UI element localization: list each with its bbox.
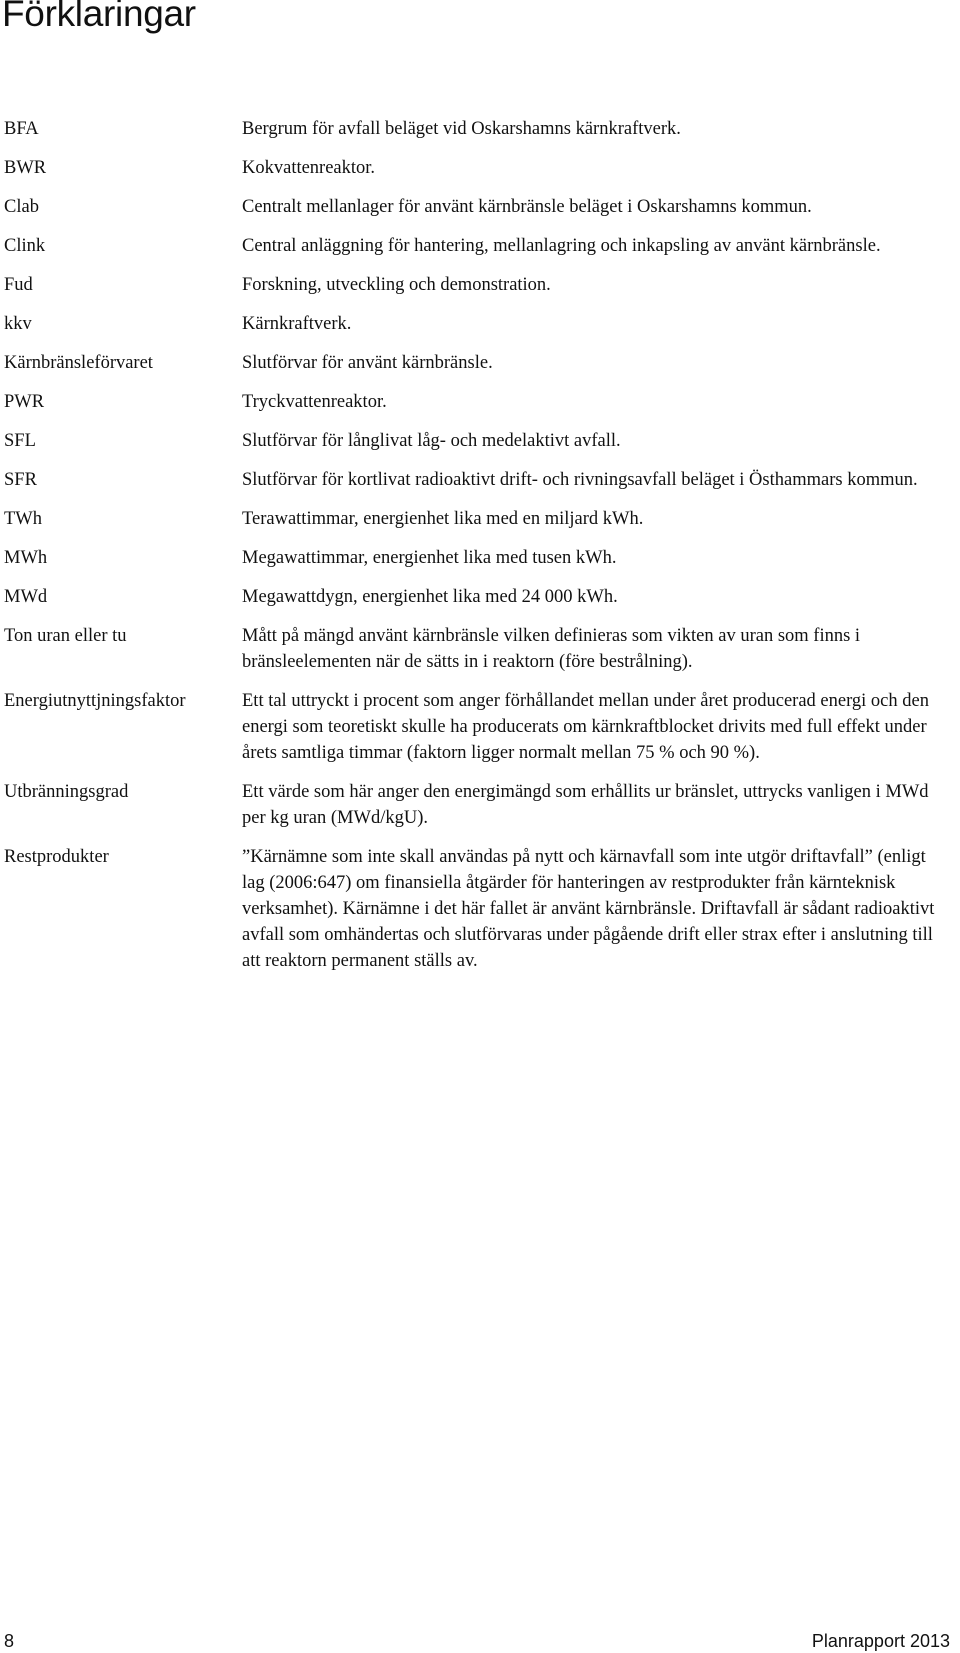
glossary-definition: Megawattdygn, energienhet lika med 24 000 kWh. [242, 587, 618, 607]
glossary-term: PWR [4, 392, 45, 412]
glossary-entry [4, 428, 944, 454]
glossary-definition: Ett tal uttryckt i procent som anger förhållandet mellan under året producerad energi och den energi som teoretiskt skulle ha producerats om kärnkraftblocket drivits med full effekt under årets samtliga timmar (faktorn ligger normalt mellan 75 % och 90 %). [242, 691, 929, 763]
glossary-entry [4, 779, 944, 831]
page-footer [4, 1630, 950, 1652]
glossary-term: MWh [4, 548, 48, 568]
glossary-definition: Bergrum för avfall beläget vid Oskarshamns kärnkraftverk. [242, 119, 681, 139]
glossary-term: MWd [4, 587, 48, 607]
glossary-term: Utbränningsgrad [4, 782, 129, 802]
glossary-definition: Tryckvattenreaktor. [242, 392, 387, 412]
glossary-term: Restprodukter [4, 847, 109, 867]
glossary-definition: Slutförvar för långlivat låg- och medelaktivt avfall. [242, 431, 621, 451]
glossary-entry [4, 688, 944, 766]
glossary-entry [4, 844, 944, 974]
glossary-entry [4, 272, 944, 298]
glossary-definition: Centralt mellanlager för använt kärnbränsle beläget i Oskarshamns kommun. [242, 197, 812, 217]
glossary-entry [4, 350, 944, 376]
glossary-definition: Ett värde som här anger den energimängd som erhållits ur bränslet, uttrycks vanligen i MWd per kg uran (MWd/kgU). [242, 782, 929, 828]
glossary-entry [4, 233, 944, 259]
glossary-entry [4, 389, 944, 415]
glossary-list [4, 116, 944, 987]
report-name: Planrapport 2013 [811, 1631, 950, 1651]
glossary-term: Kärnbränsleförvaret [4, 353, 153, 373]
glossary-definition: Forskning, utveckling och demonstration. [242, 275, 551, 295]
glossary-entry [4, 311, 944, 337]
glossary-definition: Mått på mängd använt kärnbränsle vilken definieras som vikten av uran som finns i bränsleelementen när de sätts in i reaktorn (före bestrålning). [242, 626, 861, 672]
glossary-definition: Slutförvar för kortlivat radioaktivt drift- och rivningsavfall beläget i Östhammars kommun. [242, 470, 918, 490]
glossary-term: Energiutnyttjningsfaktor [4, 691, 186, 711]
glossary-entry [4, 116, 944, 142]
glossary-term: TWh [4, 509, 43, 529]
glossary-definition: Kärnkraftverk. [242, 314, 352, 334]
glossary-term: Fud [4, 275, 33, 295]
page-number: 8 [4, 1631, 15, 1651]
glossary-entry [4, 467, 944, 493]
glossary-entry [4, 506, 944, 532]
glossary-entry [4, 545, 944, 571]
glossary-term: SFL [4, 431, 36, 451]
glossary-term: Ton uran eller tu [4, 626, 127, 646]
glossary-term: SFR [4, 470, 37, 490]
page-title: Förklaringar [2, 0, 196, 34]
glossary-definition: ”Kärnämne som inte skall användas på nytt och kärnavfall som inte utgör driftavfall” (enligt lag (2006:647) om finansiella åtgärder för hanteringen av restprodukter från kärnteknisk verksamhet). Kärnämne i det här fallet är använt kärnbränsle. Driftavfall är sådant radioaktivt avfall som omhändertas och slutförvaras under pågående drift eller strax efter i anslutning till att reaktorn permanent ställs av. [242, 847, 935, 971]
glossary-entry [4, 194, 944, 220]
glossary-entry [4, 155, 944, 181]
glossary-term: Clab [4, 197, 39, 217]
glossary-definition: Slutförvar för använt kärnbränsle. [242, 353, 493, 373]
glossary-term: kkv [4, 314, 32, 334]
glossary-entry [4, 623, 944, 675]
glossary-definition: Terawattimmar, energienhet lika med en miljard kWh. [242, 509, 644, 529]
glossary-term: Clink [4, 236, 46, 256]
glossary-term: BWR [4, 158, 47, 178]
glossary-definition: Central anläggning för hantering, mellanlagring och inkapsling av använt kärnbränsle. [242, 236, 881, 256]
glossary-definition: Kokvattenreaktor. [242, 158, 376, 178]
glossary-entry [4, 584, 944, 610]
glossary-definition: Megawattimmar, energienhet lika med tusen kWh. [242, 548, 617, 568]
glossary-term: BFA [4, 119, 39, 139]
